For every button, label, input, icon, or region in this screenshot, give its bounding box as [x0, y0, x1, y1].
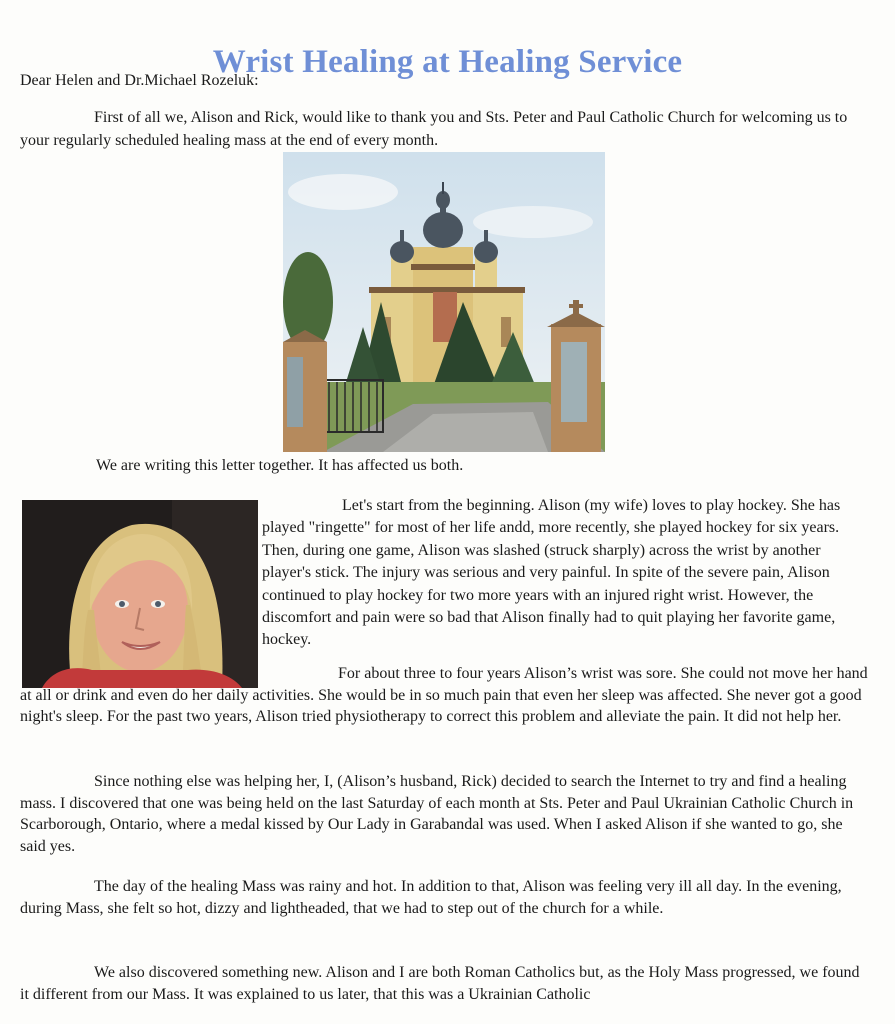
- church-photo: [283, 152, 605, 452]
- paragraph-discovery: We also discovered something new. Alison and I are both Roman Catholics but, as the Holy Mass progressed, we found it different from our Mass. It was explained to us later, that this was a Ukrainian Catholic: [20, 964, 860, 1003]
- paragraph-healing-day: The day of the healing Mass was rainy and hot. In addition to that, Alison was feeling very ill all day. In the evening, during Mass, she felt so hot, dizzy and lightheaded, that we had to step out of the church for a while.: [20, 878, 842, 917]
- church-image: [283, 152, 605, 452]
- page-title: Wrist Healing at Healing Service: [212, 44, 683, 81]
- paragraph-thanks: First of all we, Alison and Rick, would like to thank you and Sts. Peter and Paul Catholic Church for welcoming us to your regularly scheduled healing mass at the end of every month.: [20, 109, 848, 149]
- paragraph-together: We are writing this letter together. It has affected us both.: [96, 457, 464, 474]
- paragraph-search-internet: Since nothing else was helping her, I, (Alison’s husband, Rick) decided to search the Internet to try and find a healing mass. I discovered that one was being held on the last Saturday of each month at Sts. Peter and Paul Ukrainian Catholic Church in Scarborough, Ontario, where a medal kissed by Our Lady in Garabandal was used. When I asked Alison if she wanted to go, she said yes.: [20, 773, 854, 856]
- greeting: Dear Helen and Dr.Michael Rozeluk:: [20, 72, 259, 89]
- paragraph-wrist-sore: For about three to four years Alison’s wrist was sore. She could not move her hand at all or drink and even do her daily activities. She would be in so much pain that even her sleep was affected. She never got a good night's sleep. For the past two years, Alison tried physiotherapy to correct this problem and alleviate the pain. It did not help her.: [20, 665, 868, 725]
- portrait-image: [22, 500, 258, 688]
- portrait-photo: [22, 500, 258, 688]
- paragraph-beginning: Let's start from the beginning. Alison (my wife) loves to play hockey. She has played "ringette" for most of her life andd, more recently, she played hockey for six years. Then, during one game, Alison was slashed (struck sharply) across the wrist by another player's stick. The injury was serious and very painful. In spite of the severe pain, Alison continued to play hockey for two more years with an injured right wrist. However, the discomfort and pain were so bad that Alison finally had to quit playing her favorite game, hockey.: [262, 497, 841, 649]
